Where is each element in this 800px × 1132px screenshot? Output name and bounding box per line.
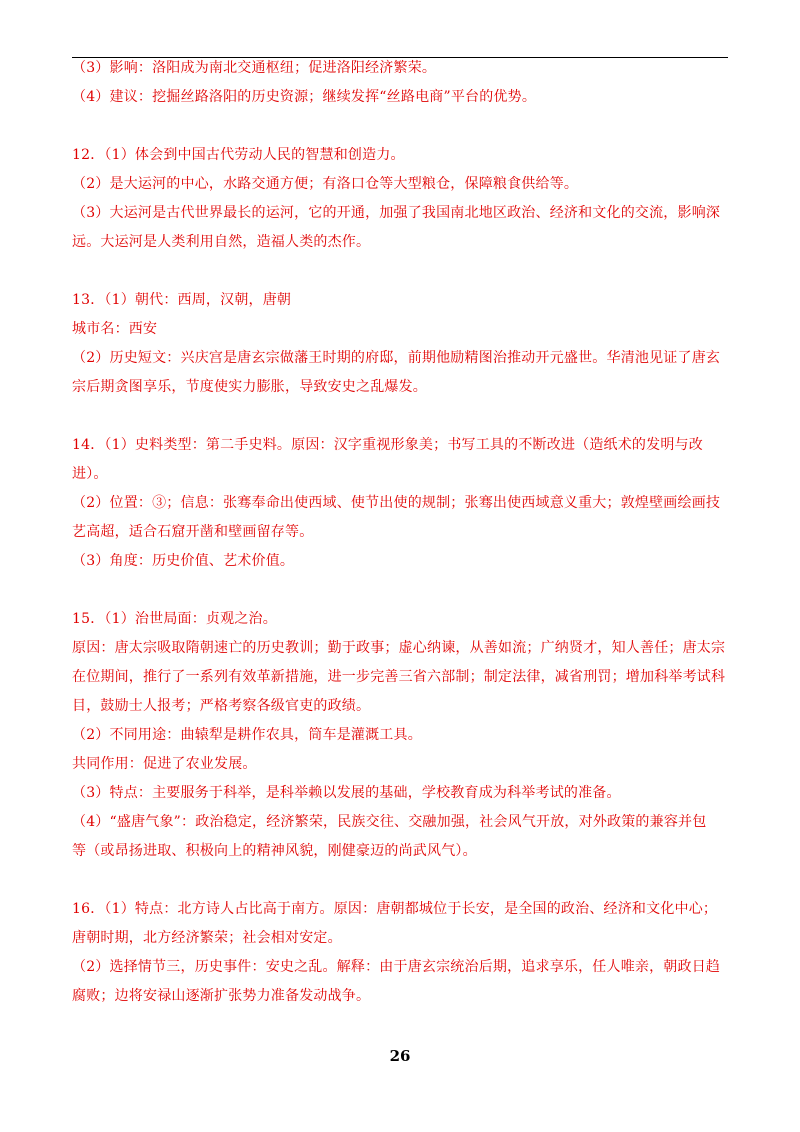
answer-block-16 [72,899,732,1006]
text-line: （2）选择情节三，历史事件：安史之乱。解释：由于唐玄宗统治后期，追求享乐，任人唯亲，朝政日趋 [72,959,721,975]
text-line: 唐朝时期，北方经济繁荣；社会相对安定。 [72,930,342,946]
text-line: 宗后期贪图享乐，节度使实力膨胀，导致安史之乱爆发。 [72,379,427,395]
text-line: 艺高超，适合石窟开凿和壁画留存等。 [72,524,314,540]
text-line: （2）不同用途：曲辕犁是耕作农具，筒车是灌溉工具。 [72,727,422,743]
text-line: 12．（1）体会到中国古代劳动人民的智慧和创造力。 [72,147,405,163]
text-line: （2）是大运河的中心，水路交通方便；有洛口仓等大型粮仓，保障粮食供给等。 [72,176,579,192]
text-line: 城市名：西安 [72,321,158,337]
answer-block-15 [72,609,732,861]
text-line: （4）“盛唐气象”：政治稳定，经济繁荣，民族交往、交融加强，社会风气开放，对外政策的兼容并包 [72,814,707,830]
text-line: 进）。 [72,466,108,482]
text-line: （2）历史短文：兴庆宫是唐玄宗做藩王时期的府邸，前期他励精图治推动开元盛世。华清池见证了唐玄 [72,350,721,366]
text-line: 15．（1）治世局面：贞观之治。 [72,611,277,627]
text-line: 在位期间，推行了一系列有效革新措施，进一步完善三省六部制；制定法律，减省刑罚；增加科举考试科 [72,669,726,685]
answer-block-13 [72,290,732,397]
text-line: （3）特点：主要服务于科举，是科举赖以发展的基础，学校教育成为科举考试的准备。 [72,785,621,801]
text-line: 目，鼓励士人报考；严格考察各级官吏的政绩。 [72,698,371,714]
text-line: （2）位置：③；信息：张骞奉命出使西域、使节出使的规制；张骞出使西域意义重大；敦煌壁画绘画技 [72,495,721,511]
text-line: 远。大运河是人类利用自然，造福人类的杰作。 [72,234,371,250]
text-line: （3）角度：历史价值、艺术价值。 [72,553,295,569]
answer-block-12 [72,145,732,252]
text-line: （3）大运河是古代世界最长的运河，它的开通，加强了我国南北地区政治、经济和文化的交流，影响深 [72,205,721,221]
text-line: 原因：唐太宗吸取隋朝速亡的历史教训；勤于政事；虚心纳谏，从善如流；广纳贤才，知人善任；唐太宗 [72,640,726,656]
answer-block-14 [72,435,732,571]
text-line: （4）建议：挖掘丝路洛阳的历史资源；继续发挥“丝路电商”平台的优势。 [72,89,537,105]
text-line: 共同作用：促进了农业发展。 [72,756,257,772]
text-line: 等（或昂扬进取、积极向上的精神风貌，刚健豪迈的尚武风气）。 [72,843,477,859]
answer-content [72,58,732,1015]
answer-block-11 [72,58,732,107]
text-line: 16．（1）特点：北方诗人占比高于南方。原因：唐朝都城位于长安，是全国的政治、经济和文化中心； [72,901,718,917]
text-line: 13．（1）朝代：西周，汉朝，唐朝 [72,292,292,308]
text-line: 14．（1）史料类型：第二手史料。原因：汉字重视形象美；书写工具的不断改进（造纸术的发明与改 [72,437,703,453]
page-number: 26 [389,1047,411,1065]
text-line: 腐败；边将安禄山逐渐扩张势力准备发动战争。 [72,988,371,1004]
text-line: （3）影响：洛阳成为南北交通枢纽；促进洛阳经济繁荣。 [72,60,437,76]
